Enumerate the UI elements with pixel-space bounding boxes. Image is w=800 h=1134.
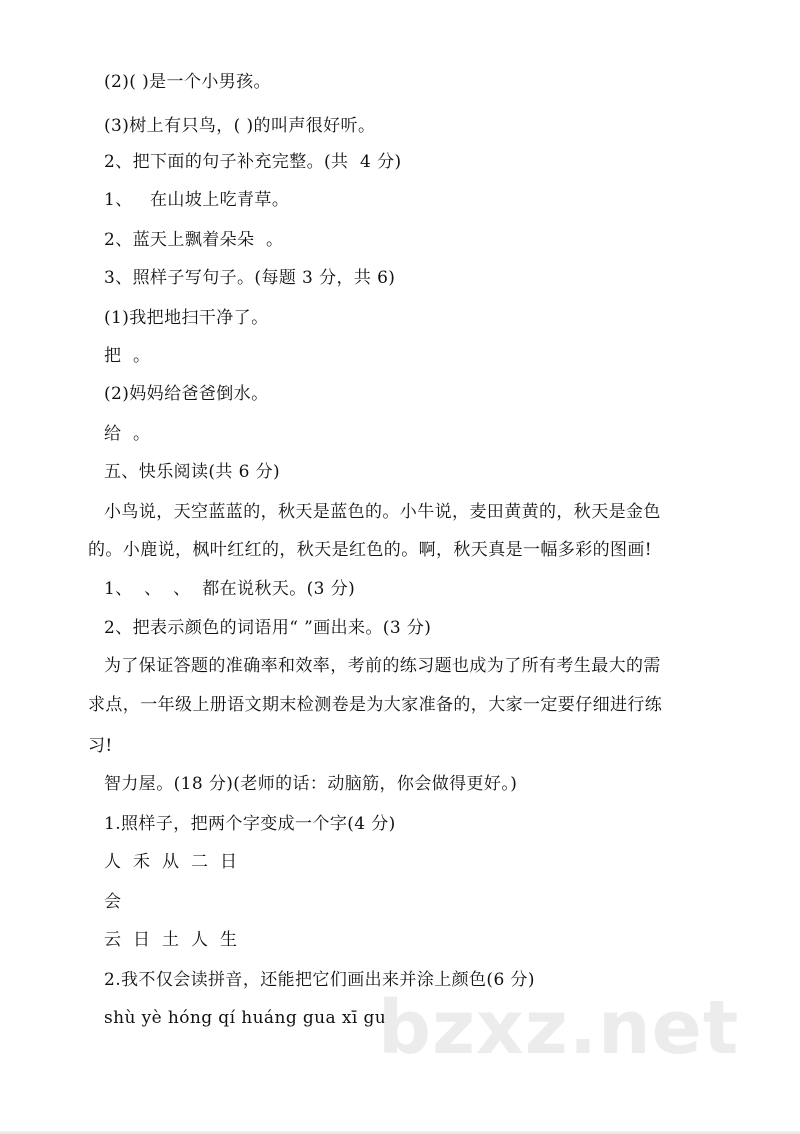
text-line-22: 会 (104, 892, 122, 912)
text-line-2: (3)树上有只鸟，( )的叫声很好听。 (104, 116, 376, 136)
text-line-5: 2、蓝天上飘着朵朵 。 (104, 230, 284, 250)
text-line-14: 1、 、 、 都在说秋天。(3 分) (104, 579, 356, 599)
text-line-9: (2)妈妈给爸爸倒水。 (104, 384, 269, 404)
text-line-19: 智力屋。(18 分)(老师的话：动脑筋，你会做得更好。) (104, 774, 518, 794)
text-line-18: 习! (88, 736, 113, 756)
text-line-20: 1.照样子，把两个字变成一个字(4 分) (104, 814, 396, 834)
text-line-12: 小鸟说，天空蓝蓝的，秋天是蓝色的。小牛说，麦田黄黄的，秋天是金色 (104, 502, 661, 522)
text-line-8: 把 。 (104, 346, 151, 366)
text-line-4: 1、 在山坡上吃青草。 (104, 190, 290, 210)
text-line-1: (2)( )是一个小男孩。 (104, 72, 271, 92)
text-line-16: 为了保证答题的准确率和效率，考前的练习题也成为了所有考生最大的需 (104, 656, 661, 676)
text-line-3: 2、把下面的句子补充完整。(共 4 分) (104, 152, 402, 172)
text-line-17: 求点，一年级上册语文期末检测卷是为大家准备的，大家一定要仔细进行练 (88, 695, 663, 715)
pinyin-line: shù yè hóng qí huáng gua xī gua (104, 1008, 397, 1028)
text-line-21: 人 禾 从 二 日 (104, 852, 238, 872)
text-line-15: 2、把表示颜色的词语用“ ”画出来。(3 分) (104, 618, 432, 638)
text-line-24: 2.我不仅会读拼音，还能把它们画出来并涂上颜色(6 分) (104, 970, 535, 990)
text-line-23: 云 日 土 人 生 (104, 930, 238, 950)
watermark: bzxz.net (378, 985, 740, 1071)
section-heading-reading: 五、快乐阅读(共 6 分) (104, 462, 281, 482)
text-line-13: 的。小鹿说，枫叶红红的，秋天是红色的。啊，秋天真是一幅多彩的图画! (88, 540, 653, 560)
text-line-7: (1)我把地扫干净了。 (104, 308, 269, 328)
text-line-6: 3、照样子写句子。(每题 3 分，共 6) (104, 268, 396, 288)
text-line-10: 给 。 (104, 424, 151, 444)
